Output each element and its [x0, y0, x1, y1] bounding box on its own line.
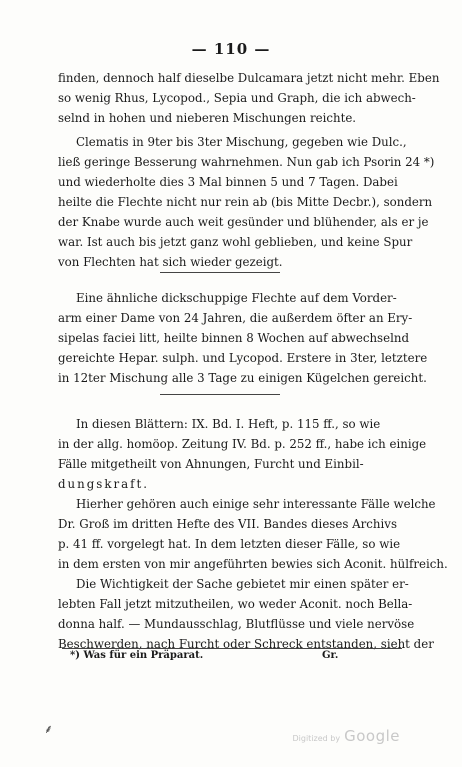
text-line: finden, dennoch half dieselbe Dulcamara jetzt nicht mehr. Eben: [58, 71, 440, 85]
text-line: und wiederholte dies 3 Mal binnen 5 und 7 Tagen. Dabei: [58, 175, 398, 189]
paragraph-flechte: [58, 288, 428, 388]
text-line: Fälle mitgetheilt von Ahnungen, Furcht und Einbil-: [58, 457, 364, 471]
text-line: heilte die Flechte nicht nur rein ab (bis Mitte Decbr.), sondern: [58, 195, 433, 209]
text-line: Clematis in 9ter bis 3ter Mischung, gegeben wie Dulc.,: [76, 135, 407, 149]
text-line: donna half. — Mundausschlag, Blutflüsse und viele nervöse: [58, 617, 415, 631]
paragraph-clematis: [58, 132, 435, 272]
text-line: In diesen Blättern: IX. Bd. I. Heft, p. 115 ff., so wie: [76, 417, 381, 431]
paragraph-gross: [58, 494, 448, 574]
google-logo: Google: [344, 727, 400, 745]
text-line: selnd in hohen und nieberen Mischungen reichte.: [58, 111, 357, 125]
text-line: dungskraft.: [58, 477, 150, 491]
text-line: gereichte Hepar. sulph. und Lycopod. Erstere in 3ter, letztere: [58, 351, 428, 365]
watermark-prefix: Digitized by: [292, 734, 341, 743]
text-line: Dr. Groß im dritten Hefte des VII. Bandes dieses Archivs: [58, 517, 397, 531]
text-line: p. 41 ff. vorgelegt hat. In dem letzten dieser Fälle, so wie: [58, 537, 401, 551]
text-line: Die Wichtigkeit der Sache gebietet mir einen später er-: [76, 577, 409, 591]
footnote-text: *) Was für ein Präparat.: [70, 650, 204, 661]
section-divider: [160, 394, 280, 395]
footnote: [70, 650, 370, 661]
text-line: so wenig Rhus, Lycopod., Sepia und Graph, die ich abwech-: [58, 91, 416, 105]
text-line: in der allg. homöop. Zeitung IV. Bd. p. 252 ff., habe ich einige: [58, 437, 427, 451]
text-line: in 12ter Mischung alle 3 Tage zu einigen Kügelchen gereicht.: [58, 371, 427, 385]
text-line: Hierher gehören auch einige sehr interessante Fälle welche: [76, 497, 436, 511]
footnote-signature: Gr.: [322, 650, 339, 661]
paragraph-references: [58, 414, 427, 494]
text-line: arm einer Dame von 24 Jahren, die außerdem öfter an Ery-: [58, 311, 413, 325]
text-line: war. Ist auch bis jetzt ganz wohl geblieben, und keine Spur: [58, 235, 413, 249]
scan-artifact-icon: ⸙: [44, 722, 54, 736]
text-line: Beschwerden, nach Furcht oder Schreck entstanden, sieht der: [58, 637, 434, 651]
text-line: lebten Fall jetzt mitzutheilen, wo weder Aconit. noch Bella-: [58, 597, 413, 611]
digitization-watermark: [292, 727, 400, 745]
paragraph-continuation: [58, 68, 440, 128]
text-line: ließ geringe Besserung wahrnehmen. Nun gab ich Psorin 24 *): [58, 155, 435, 169]
text-line: der Knabe wurde auch weit gesünder und blühender, als er je: [58, 215, 429, 229]
text-line: in dem ersten von mir angeführten bewies sich Aconit. hülfreich.: [58, 557, 448, 571]
paragraph-wichtigkeit: [58, 574, 434, 654]
text-line: sipelas faciei litt, heilte binnen 8 Wochen auf abwechselnd: [58, 331, 410, 345]
section-divider: [160, 272, 280, 273]
text-line: Eine ähnliche dickschuppige Flechte auf dem Vorder-: [76, 291, 397, 305]
page-number: — 110 —: [191, 40, 271, 58]
text-line: von Flechten hat sich wieder gezeigt.: [58, 255, 283, 269]
footnote-rule: [62, 648, 402, 649]
